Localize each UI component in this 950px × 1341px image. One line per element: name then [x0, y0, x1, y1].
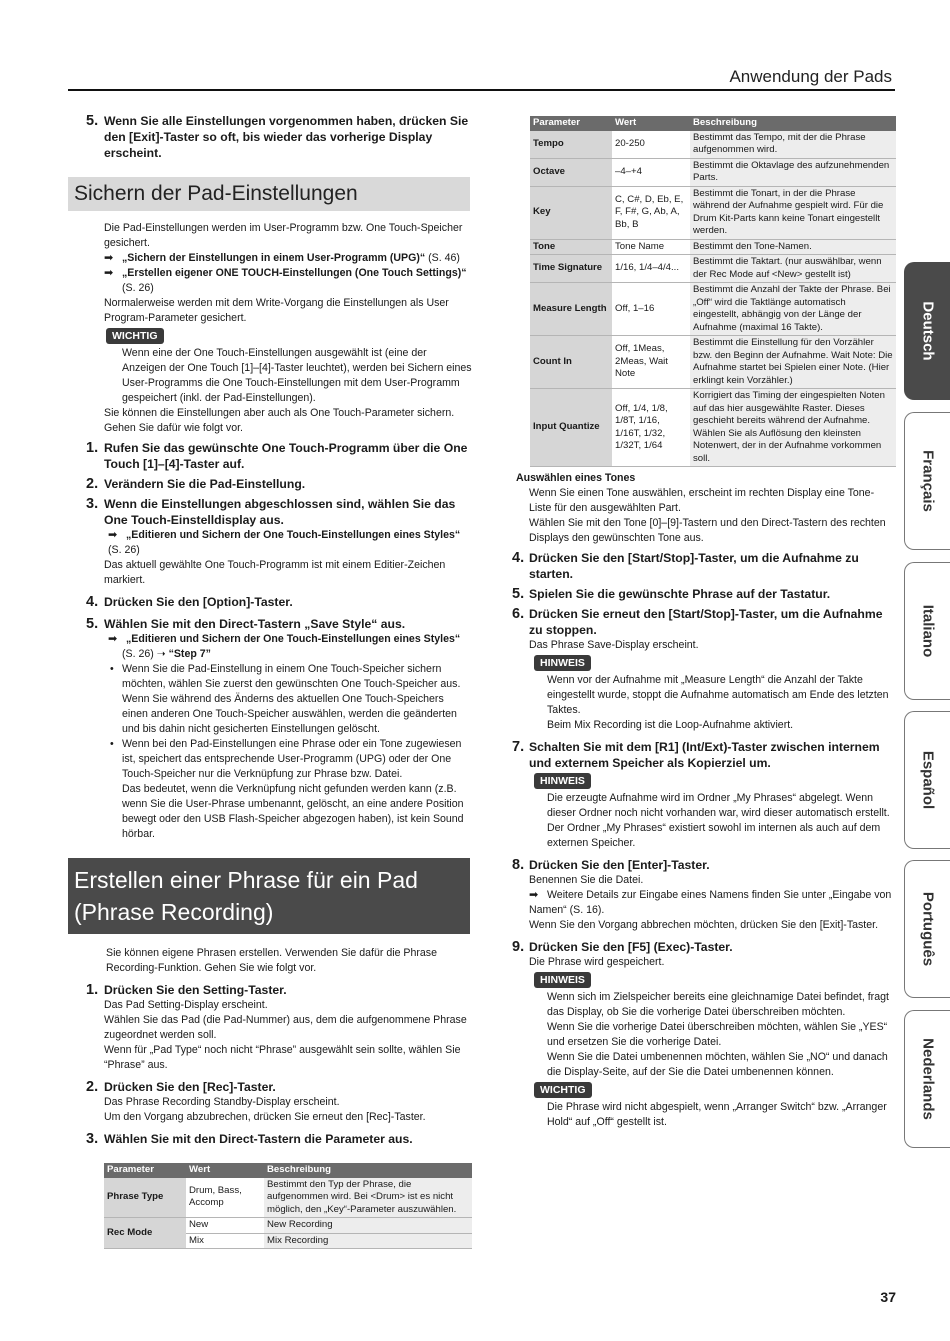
reference-link[interactable]: ➡ „Editieren und Sichern der One Touch-Einstellungen eines Styles“ (S. 26) ➝ “Step 7”: [108, 633, 461, 660]
body-text: Wählen Sie mit den Tone [0]–[9]-Tastern und den Direct-Tastern des rechten Displays den gewünschten Tone aus.: [529, 517, 886, 544]
arrow-right-icon: ➡: [529, 889, 539, 901]
table-row: Rec Mode New New Recording: [104, 1218, 472, 1234]
hinweis-badge: HINWEIS: [534, 773, 591, 789]
arrow-right-icon: ➡: [108, 529, 118, 541]
reference-link[interactable]: ➡ „Erstellen eigener ONE TOUCH-Einstellungen (One Touch Settings)“ (S. 26): [104, 267, 467, 294]
hinweis-text: Wenn vor der Aufnahme mit „Measure Length“ die Anzahl der Takte eingestellt wurde, stoppt die Aufnahme automatisch am Ende des letzten Taktes. Beim Mix Recording ist die Loop-Aufnahme aktiviert.: [547, 674, 889, 731]
reference-link[interactable]: ➡ Weitere Details zur Eingabe eines Namens finden Sie unter „Eingabe von Namen“ (S. 16).: [529, 889, 892, 916]
table-row: Time Signature 1/16, 1/4–4/4... Bestimmt die Taktart. (nur auswählbar, wenn der Rec Mode auf <New> gestellt ist): [530, 255, 896, 283]
wichtig-badge: WICHTIG: [534, 1082, 592, 1098]
step-5: 5. Spielen Sie die gewünschte Phrase auf der Tastatur.: [512, 586, 831, 602]
step-1: 1. Drücken Sie den Setting-Taster. Das Pad Setting-Display erscheint. Wählen Sie das Pad (die Pad-Nummer) aus, dem die aufgenommene Phrase zugeordnet werden soll. Wenn für „Pad Type“ noch nicht “Phrase” ausgewählt sein sollte, wählen Sie “Phrase” aus.: [86, 982, 467, 1071]
hinweis-badge: HINWEIS: [534, 655, 591, 671]
table-row: Octave –4–+4 Bestimmt die Oktavlage des aufzunehmenden Parts.: [530, 158, 896, 186]
step-title: Wenn Sie alle Einstellungen vorgenommen haben, drücken Sie den [Exit]-Taster so oft, bis wieder das vorherige Display erscheint.: [104, 114, 469, 160]
hinweis-text: Wenn sich im Zielspeicher bereits eine gleichnamige Datei befindet, fragt das Display, ob Sie die vorherige Datei überschreiben möchten. Wenn Sie die vorherige Datei überschreiben möchten, wählen Sie „YES“ und ersetzen Sie die vorherige Datei. Wenn Sie die Datei umbenennen möchten, wählen Sie „NO“ und danach die Display-Seite, auf der Sie die Datei umbenennen können.: [547, 991, 889, 1078]
body-text: Normalerweise werden mit dem Write-Vorgang die Einstellungen als User Program-Parameter gesichert.: [104, 297, 449, 324]
table-row: Measure Length Off, 1–16 Bestimmt die Anzahl der Takte der Phrase. Bei „Off“ wird die Taktlänge automatisch eingestellt, abhängig von der Länge der Aufnahme (maximal 16 Takte).: [530, 283, 896, 336]
section-heading-sichern: Sichern der Pad-Einstellungen: [68, 177, 470, 211]
tab-portugues[interactable]: Português: [904, 860, 950, 998]
arrow-right-icon: ➡: [104, 252, 114, 264]
right-column: [512, 116, 896, 1130]
tab-nederlands[interactable]: Nederlands: [904, 1010, 950, 1148]
table-row: Mix Mix Recording: [104, 1233, 472, 1249]
parameter-table: Parameter Wert Beschreibung Phrase Type Drum, Bass, Accomp Bestimmt den Typ der Phrase, die aufgenommen wird. Bei <Drum> ist es nicht möglich, den „Key“-Parameter auszuwählen. Rec Mode New New Recording Mix Mix Recording: [104, 1163, 472, 1249]
step-2: 2. Drücken Sie den [Rec]-Taster. Das Phrase Recording Standby-Display erscheint. Um den Vorgang abzubrechen, drücken Sie erneut den [Rec]-Taster.: [86, 1079, 426, 1123]
body-text: Wenn Sie einen Tone auswählen, erscheint im rechten Display eine Tone-Liste für den ausgewählten Part.: [529, 487, 875, 514]
wichtig-text: Wenn eine der One Touch-Einstellungen ausgewählt ist (eine der Anzeigen der One Touch [1]–[4]-Taster leuchtet), werden bei Sichern eines User-Programms die One Touch-Einstellungen mit dem User-Programm gespeichert (inkl. der Pad-Einstellungen).: [122, 347, 472, 404]
hinweis-text: Die erzeugte Aufnahme wird im Ordner „My Phrases“ abgelegt. Wenn dieser Ordner noch nicht vorhanden war, wird dieser automatisch erstellt. Der Ordner „My Phrases“ existiert sowohl im internen als auch auf dem externen Speicher.: [547, 792, 890, 849]
table-row: Key C, C#, D, Eb, E, F, F#, G, Ab, A, Bb, B Bestimmt die Tonart, in der die Phrase während der Aufnahme gespielt wird. Für die Drum Kit-Parts kann keine Tonart eingestellt werden.: [530, 186, 896, 239]
step-2: 2. Verändern Sie die Pad-Einstellung.: [86, 476, 306, 492]
bullet-continuation: Das bedeutet, wenn die Verknüpfung nicht gefunden werden kann (z.B. wenn Sie die User-Phrase umbenannt, gelöscht, an eine andere Position bewegt oder den USB Flash-Speicher abgezogen haben), ist kein Sound hörbar.: [122, 783, 464, 840]
table-row: Input Quantize Off, 1/4, 1/8, 1/8T, 1/16, 1/16T, 1/32, 1/32T, 1/64 Korrigiert das Timing der eingespielten Noten auf das hier ausgewählte Raster. Dieses geschieht bereits während der Aufnahme. Wählen Sie als Auflösung den kleinsten Notenwert, der in der Aufnahme vorkommen soll.: [530, 389, 896, 467]
reference-link[interactable]: ➡ „Editieren und Sichern der One Touch-Einstellungen eines Styles“ (S. 26): [108, 529, 461, 556]
body-text: Das aktuell gewählte One Touch-Programm ist mit einem Editier-Zeichen markiert.: [104, 559, 446, 586]
table-row: Tone Tone Name Bestimmt den Tone-Namen.: [530, 239, 896, 255]
bullet-item: • Wenn Sie die Pad-Einstellung in einem One Touch-Speicher sichern möchten, wählen Sie zuerst den gewünschten One Touch-Speicher aus. Wenn Sie während des Änderns des aktuellen One Touch-Speichers einen anderen One Touch-Speicher auswählen, werden die geänderten und bis dahin nicht gesicherten Einstellungen gelöscht.: [110, 663, 461, 735]
arrow-right-icon: ➡: [104, 267, 114, 279]
tab-deutsch[interactable]: Deutsch: [904, 262, 950, 400]
table-row: Count In Off, 1Meas, 2Meas, Wait Note Bestimmt die Einstellung für den Vorzähler bzw. den Beginn der Aufnahme. Wait Note: Die Aufnahme startet bei Spielen einer Note. (Hier erklingt kein Vorzähler.): [530, 336, 896, 389]
tab-francais[interactable]: Français: [904, 412, 950, 550]
parameter-table-continued: Parameter Wert Beschreibung Tempo 20-250 Bestimmt das Tempo, mit der die Phrase aufgenommen wird. Octave –4–+4 Bestimmt die Oktavlage des aufzunehmenden Parts. Key C, C#, D, Eb, E, F, F#, G, Ab, A, Bb, B Bestimmt die Tonart, in der die Phrase während der Aufnahme gespielt wird. Für die Drum Kit-Parts kann keine Tonart eingestellt werden. Tone Tone Name Bestimmt den Tone-Namen. Time Signature 1/16, 1/4–4/4... Bestimmt die Taktart. (nur auswählbar, wenn der Rec Mode auf <New> gestellt ist) Measure Length Off, 1–16 Bestimmt die Anzahl der Takte der Phrase. Bei „Off“ wird die Taktlänge automatisch eingestellt, abhängig von der Länge der Aufnahme (maximal 16 Takte). Count In Off, 1Meas, 2Meas, Wait Note Bestimmt die Einstellung für den Vorzähler bzw. den Beginn der Aufnahme. Wait Note: Die Aufnahme startet bei Spielen einer Note. (Hier erklingt kein Vorzähler.) Input Quantize Off, 1/4, 1/8, 1/8T, 1/16, 1/16T, 1/32, 1/32T, 1/64 Korrigiert das Timing der eingespielten Noten auf das hier ausgewählte Raster. Dieses geschieht bereits während der Aufnahme. Wählen Sie als Auflösung den kleinsten Notenwert, der in der Aufnahme vorkommen soll.: [530, 116, 896, 467]
body-text: Wenn Sie den Vorgang abbrechen möchten, drücken Sie den [Exit]-Taster.: [529, 919, 879, 931]
table-row: Phrase Type Drum, Bass, Accomp Bestimmt den Typ der Phrase, die aufgenommen wird. Bei <Drum> ist es nicht möglich, den „Key“-Parameter auszuwählen.: [104, 1178, 472, 1218]
step-8: 8. Drücken Sie den [Enter]-Taster. Benennen Sie die Datei.: [512, 857, 710, 886]
page-number: 37: [880, 1289, 896, 1305]
tab-italiano[interactable]: Italiano: [904, 562, 950, 700]
step-3: 3. Wählen Sie mit den Direct-Tastern die Parameter aus.: [86, 1131, 413, 1147]
section-heading-phrase-recording: Erstellen einer Phrase für ein Pad (Phrase Recording): [68, 858, 470, 934]
step-9: 9. Drücken Sie den [F5] (Exec)-Taster. Die Phrase wird gespeichert.: [512, 939, 733, 968]
body-text: Sie können die Einstellungen aber auch als One Touch-Parameter sichern. Gehen Sie dafür wie folgt vor.: [104, 407, 455, 434]
step-5-top: [68, 113, 472, 161]
step-number: 5.: [86, 113, 99, 129]
running-header: Anwendung der Pads: [729, 67, 892, 86]
header-rule: [68, 89, 895, 91]
intro-text: Die Pad-Einstellungen werden im User-Programm bzw. One Touch-Speicher gesichert.: [104, 222, 463, 249]
step-5: 5. Wählen Sie mit den Direct-Tastern „Save Style“ aus.: [86, 616, 406, 632]
tab-espanol[interactable]: Español: [904, 711, 950, 849]
step-7: 7. Schalten Sie mit dem [R1] (Int/Ext)-Taster zwischen internem und externem Speicher als Kopierziel um.: [512, 739, 880, 770]
step-6: 6. Drücken Sie erneut den [Start/Stop]-Taster, um die Aufnahme zu stoppen. Das Phrase Save-Display erscheint.: [512, 606, 883, 651]
bullet-item: • Wenn bei den Pad-Einstellungen eine Phrase oder ein Tone zugewiesen ist, speichert das entsprechende User-Programm (UPG) oder der One Touch-Speicher nur die Verknüpfung zur Phrase bzw. Datei.: [110, 738, 462, 780]
reference-link[interactable]: ➡ „Sichern der Einstellungen in einem User-Programm (UPG)“ (S. 46): [104, 252, 460, 264]
table-row: Tempo 20-250 Bestimmt das Tempo, mit der die Phrase aufgenommen wird.: [530, 131, 896, 159]
left-column: [68, 113, 472, 1249]
arrow-right-icon: ➡: [108, 633, 118, 645]
step-1: 1. Rufen Sie das gewünschte One Touch-Programm über die One Touch [1]–[4]-Taster auf.: [86, 440, 468, 471]
hinweis-badge: HINWEIS: [534, 972, 591, 988]
subheading-tone: Auswählen eines Tones: [516, 472, 636, 484]
step-4: 4. Drücken Sie den [Option]-Taster.: [86, 594, 293, 610]
wichtig-text: Die Phrase wird nicht abgespielt, wenn „Arranger Switch“ bzw. „Arranger Hold“ auf „Off“ gestellt ist.: [547, 1101, 887, 1128]
step-4: 4. Drücken Sie den [Start/Stop]-Taster, um die Aufnahme zu starten.: [512, 550, 859, 581]
wichtig-badge: WICHTIG: [106, 328, 164, 344]
step-3: 3. Wenn die Einstellungen abgeschlossen sind, wählen Sie das One Touch-Einstelldisplay aus.: [86, 496, 456, 527]
intro-text: Sie können eigene Phrasen erstellen. Verwenden Sie dafür die Phrase Recording-Funktion. Gehen Sie wie folgt vor.: [106, 947, 437, 974]
